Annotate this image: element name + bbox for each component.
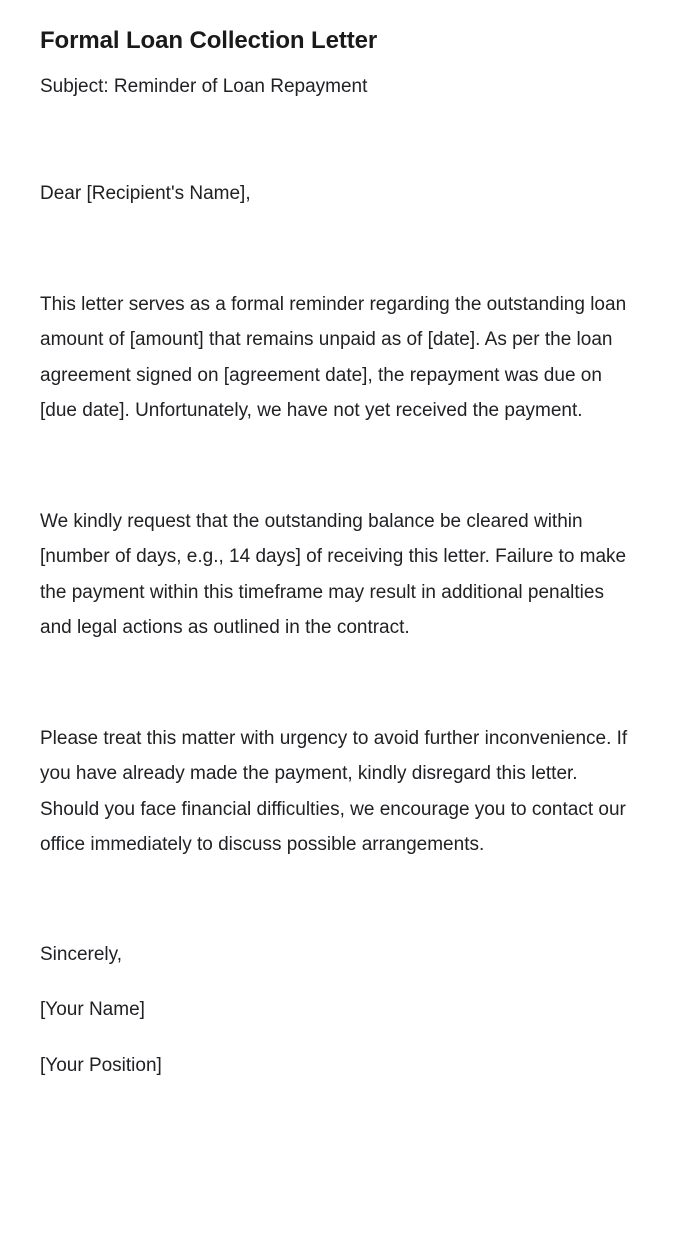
closing-block: [40, 863, 628, 1084]
page-bottom-spacer: [40, 1083, 628, 1129]
body-paragraph-2: We kindly request that the outstanding balance be cleared within [number of days, e.g., 14 days] of receiving this letter. Failure to make the payment within this timeframe may result in additional penalties and legal actions as outlined in the contract.: [40, 510, 627, 638]
letter-body: [40, 101, 628, 863]
salutation: Dear [Recipient's Name],: [40, 183, 251, 204]
closing-signature-position: [Your Position]: [40, 1054, 162, 1076]
closing-valediction: Sincerely,: [40, 943, 123, 965]
page-title: Formal Loan Collection Letter: [40, 27, 378, 54]
body-paragraph-1: This letter serves as a formal reminder regarding the outstanding loan amount of [amount] that remains unpaid as of [date]. As per the loan agreement signed on [agreement date], the repayment was due on [due date]. Unfortunately, we have not yet received the payment.: [40, 293, 627, 421]
subject-line: Subject: Reminder of Loan Repayment: [40, 76, 368, 97]
closing-signature-name: [Your Name]: [40, 999, 145, 1020]
body-paragraph-3: Please treat this matter with urgency to avoid further inconvenience. If you have already made the payment, kindly disregard this letter. Should you face financial difficulties, we encourage you to contact our office immediately to discuss possible arrangements.: [40, 727, 628, 855]
